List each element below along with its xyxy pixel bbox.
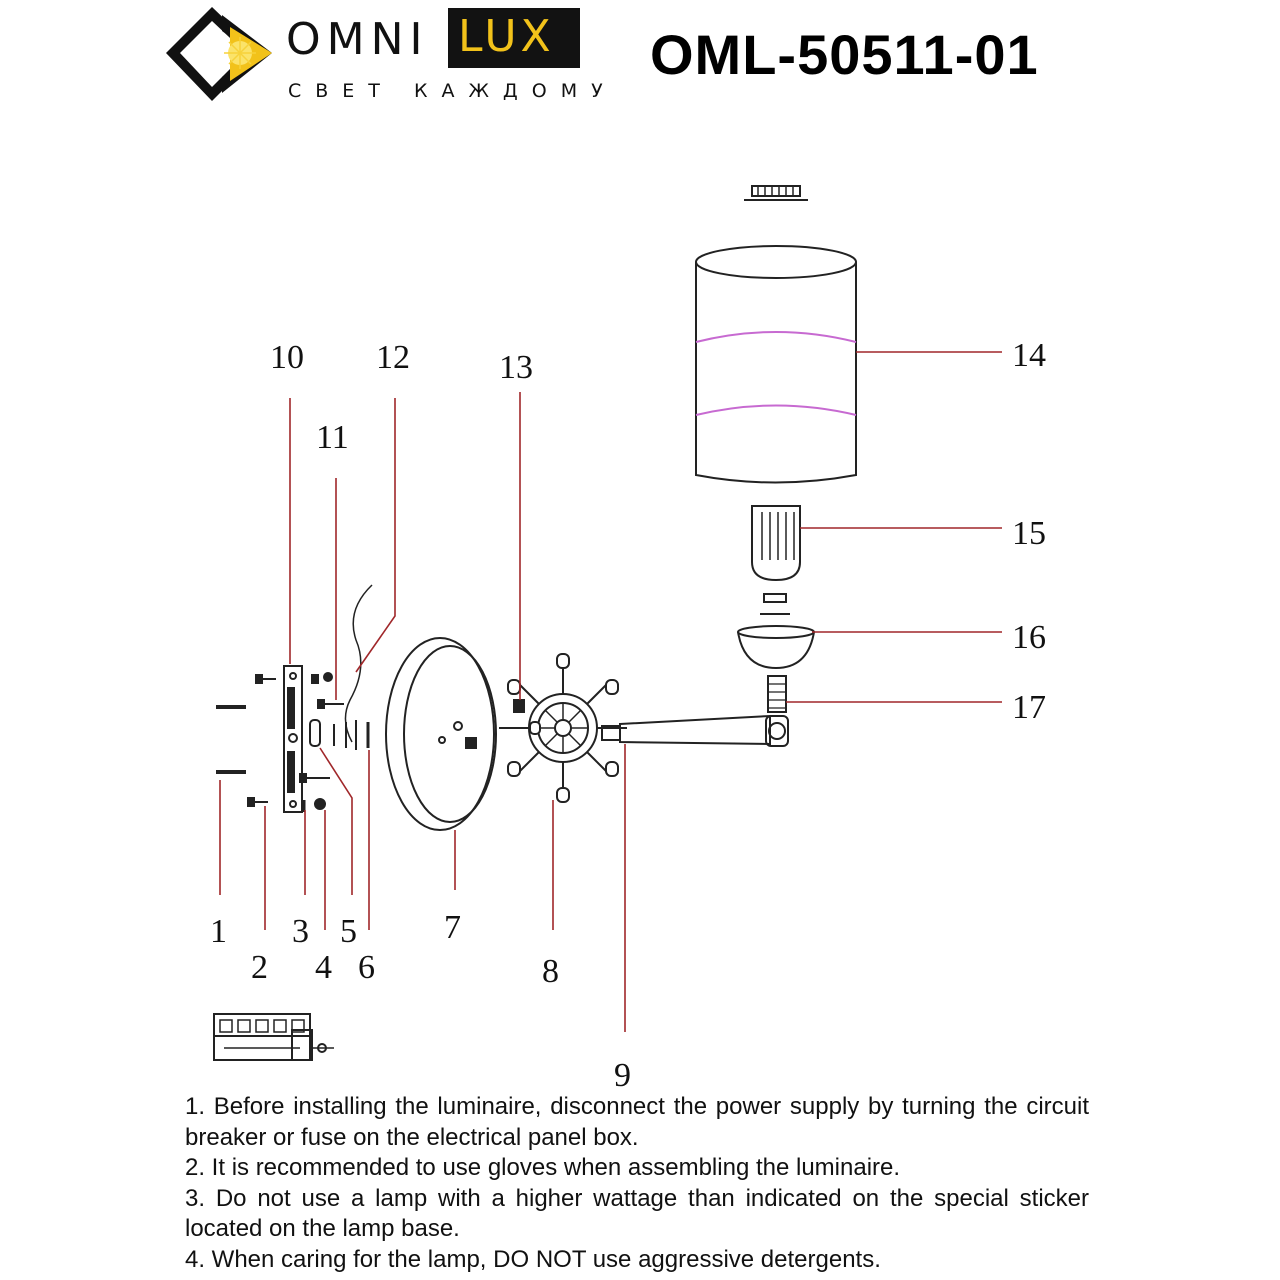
terminal-block xyxy=(214,1014,334,1060)
callout-11: 11 xyxy=(316,419,349,456)
callout-13: 13 xyxy=(499,349,533,386)
decorative-cup xyxy=(738,626,814,668)
ship-wheel-decor xyxy=(499,654,627,802)
instruction-item: 1. Before installing the luminaire, disconnect the power supply by turning the circuit breaker or fuse on the electrical panel box. xyxy=(185,1093,1089,1151)
small-hardware xyxy=(300,673,368,812)
lamp-shade xyxy=(696,246,856,483)
instruction-item: 4. When caring for the lamp, DO NOT use aggressive detergents. xyxy=(185,1245,881,1273)
instruction-item: 3. Do not use a lamp with a higher wattage than indicated on the special sticker located on the lamp base. xyxy=(185,1184,1089,1242)
brand-name-lux: LUX xyxy=(458,11,555,62)
callout-10: 10 xyxy=(270,339,304,376)
threaded-tube xyxy=(768,676,786,712)
lamp-arm xyxy=(602,716,788,746)
wall-dowels-screws xyxy=(216,675,276,806)
callout-6: 6 xyxy=(358,949,375,986)
model-number: OML-50511-01 xyxy=(650,23,1039,86)
callout-14: 14 xyxy=(1012,337,1046,374)
callout-1: 1 xyxy=(210,913,227,950)
small-nut xyxy=(760,594,790,614)
callout-17: 17 xyxy=(1012,689,1046,726)
callout-12: 12 xyxy=(376,339,410,376)
callout-16: 16 xyxy=(1012,619,1046,656)
shade-top-cap xyxy=(744,186,808,200)
mounting-plate xyxy=(284,666,302,812)
callout-9: 9 xyxy=(614,1057,631,1090)
lamp-holder xyxy=(752,506,800,580)
callout-2: 2 xyxy=(251,949,268,986)
brand-tagline: СВЕТ КАЖДОМУ xyxy=(288,80,617,102)
callout-7: 7 xyxy=(444,909,461,946)
power-wire xyxy=(345,585,372,742)
instruction-item: 2. It is recommended to use gloves when assembling the luminaire. xyxy=(185,1154,901,1181)
callout-5: 5 xyxy=(340,913,357,950)
cap-nut xyxy=(514,700,524,712)
callout-8: 8 xyxy=(542,953,559,990)
callout-4: 4 xyxy=(315,949,332,986)
wall-canopy-base xyxy=(386,638,496,830)
callout-3: 3 xyxy=(292,913,309,950)
callout-15: 15 xyxy=(1012,515,1046,552)
brand-name-omni: OMNI xyxy=(286,14,429,65)
safety-instructions xyxy=(185,1092,1089,1275)
